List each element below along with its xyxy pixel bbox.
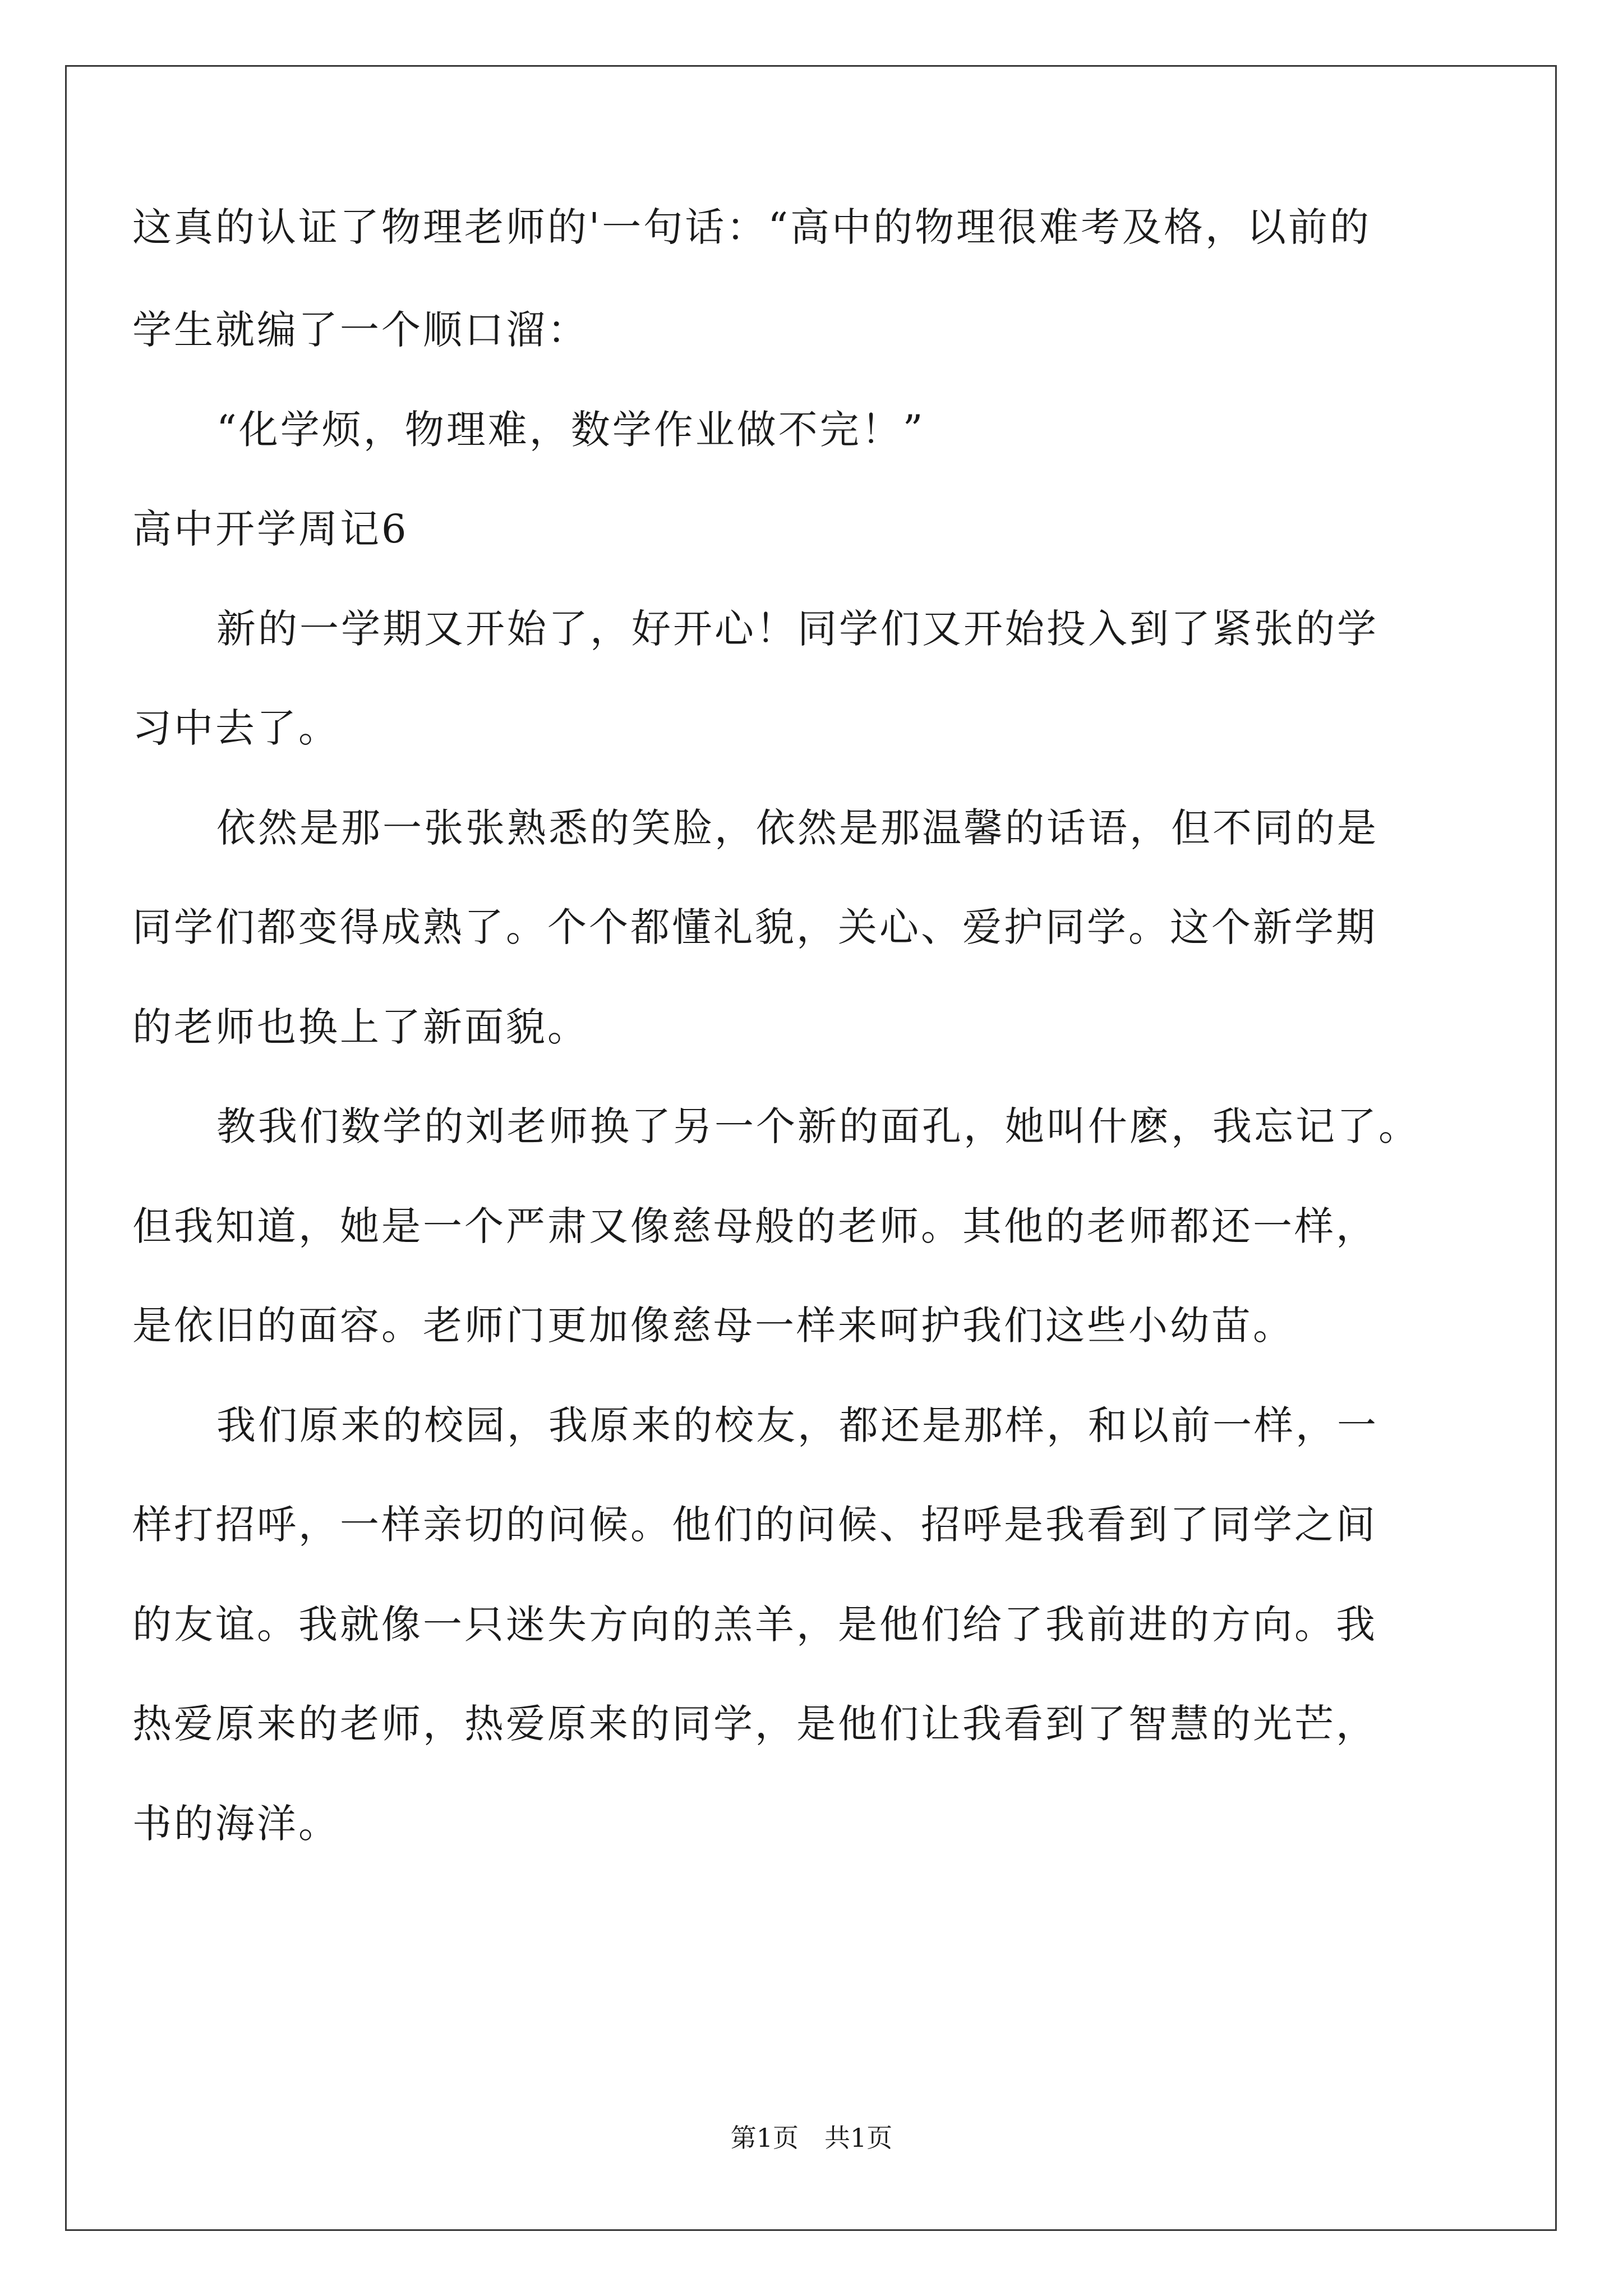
text-line: 我们原来的校园，我原来的校友，都还是那样，和以前一样，一: [216, 1402, 1378, 1448]
text-line: 这真的认证了物理老师的'一句话：“高中的物理很难考及格，以前的: [132, 204, 1372, 250]
text-line: 样打招呼，一样亲切的问候。他们的问候、招呼是我看到了同学之间: [132, 1502, 1377, 1548]
text-line: 同学们都变得成熟了。个个都懂礼貌，关心、爱护同学。这个新学期: [132, 904, 1377, 950]
page-footer: 第1页 共1页: [730, 2123, 893, 2153]
text-line: 依然是那一张张熟悉的笑脸，依然是那温馨的话语，但不同的是: [216, 805, 1378, 851]
section-heading: 高中开学周记6: [132, 506, 409, 552]
text-line: 学生就编了一个顺口溜：: [132, 307, 589, 353]
text-line: 的友谊。我就像一只迷失方向的羔羊，是他们给了我前进的方向。我: [132, 1602, 1377, 1648]
text-line: 书的海洋。: [132, 1801, 340, 1847]
text-line: 新的一学期又开始了，好开心！同学们又开始投入到了紧张的学: [216, 606, 1378, 652]
text-line: 但我知道，她是一个严肃又像慈母般的老师。其他的老师都还一样，: [132, 1203, 1377, 1249]
text-line: 习中去了。: [132, 705, 340, 751]
quote-line: “化学烦，物理难，数学作业做不完！”: [216, 407, 925, 453]
text-line: 教我们数学的刘老师换了另一个新的面孔，她叫什麽，我忘记了。: [216, 1103, 1420, 1149]
text-line: 是依旧的面容。老师门更加像慈母一样来呵护我们这些小幼苗。: [132, 1303, 1294, 1349]
text-line: 的老师也换上了新面貌。: [132, 1004, 589, 1050]
text-line: 热爱原来的老师，热爱原来的同学，是他们让我看到了智慧的光芒，: [132, 1701, 1377, 1747]
